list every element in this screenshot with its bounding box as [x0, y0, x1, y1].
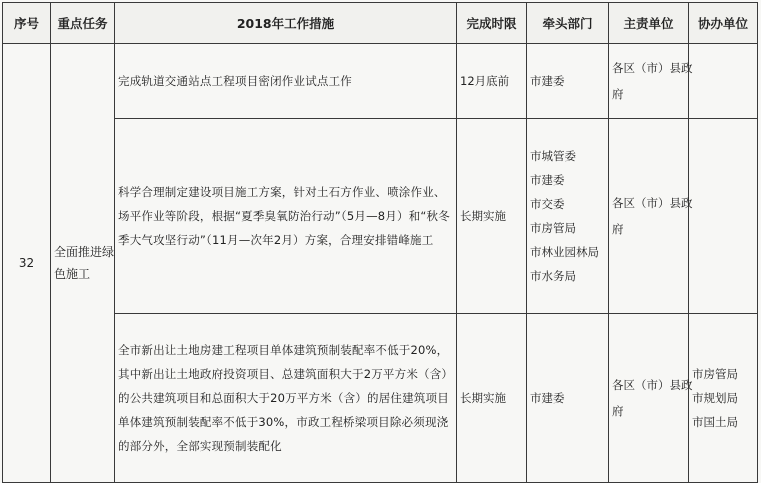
deadline-cell: 长期实施: [457, 119, 527, 314]
lead-dept-cell: [527, 44, 609, 119]
measure-cell: [115, 314, 457, 483]
measure-line: 其中新出让土地政府投资项目、总建筑面积大于2万平方米（含）: [118, 367, 454, 381]
measure-line: 单体建筑预制装配率不低于30%，市政工程桥梁项目除必须现浇: [118, 415, 449, 429]
lead-dept-line: 市建委: [530, 74, 565, 88]
measure-line: 的公共建筑项目和总面积大于20万平方米（含）的居住建筑项目: [118, 391, 449, 405]
lead-dept-line: 市林业园林局: [530, 245, 599, 259]
measure-cell: [115, 119, 457, 314]
header-deadline: 完成时限: [457, 3, 527, 44]
lead-dept-line: 市房管局: [530, 221, 576, 235]
deadline-cell: 12月底前: [457, 44, 527, 119]
key-task-cell: [51, 44, 115, 483]
measure-line: 全市新出让土地房建工程项目单体建筑预制装配率不低于20%，: [118, 343, 449, 357]
header-assisting: 协办单位: [689, 3, 758, 44]
responsible-cell: [609, 44, 693, 119]
measure-line: 场平作业等阶段，根据“夏季臭氧防治行动”（5月—8月）和“秋冬: [118, 209, 450, 223]
measure-cell: [115, 44, 457, 119]
table-row: [3, 119, 758, 314]
responsible-line: 府: [612, 87, 624, 101]
key-task-line: 全面推进绿: [54, 245, 115, 259]
lead-dept-cell: [527, 119, 609, 314]
deadline-cell: 长期实施: [457, 314, 527, 483]
header-index: 序号: [3, 3, 51, 44]
header-measures: 2018年工作措施: [115, 3, 457, 44]
assisting-line: 市国土局: [692, 415, 738, 429]
lead-dept-cell: [527, 314, 609, 483]
key-task-line: 色施工: [54, 267, 91, 281]
table-header-row: [3, 3, 758, 44]
responsible-cell: [609, 314, 693, 483]
lead-dept-line: 市城管委: [530, 149, 576, 163]
assisting-cell: [689, 314, 758, 483]
lead-dept-line: 市建委: [530, 173, 565, 187]
work-measures-table: [2, 2, 758, 483]
measure-line: 季大气攻坚行动”（11月—次年2月）方案，合理安排错峰施工: [118, 233, 434, 247]
header-responsible: 主责单位: [609, 3, 689, 44]
lead-dept-line: 市水务局: [530, 269, 576, 283]
lead-dept-line: 市建委: [530, 391, 565, 405]
table-row: [3, 44, 758, 119]
assisting-line: 市规划局: [692, 391, 738, 405]
responsible-cell: [609, 119, 693, 314]
measure-line: 完成轨道交通站点工程项目密闭作业试点工作: [118, 74, 352, 88]
responsible-line: 各区（市）县政: [612, 196, 693, 210]
row-index: 32: [3, 44, 51, 483]
measure-line: 的部分外，全部实现预制装配化: [118, 439, 282, 453]
table-row: [3, 314, 758, 483]
responsible-line: 各区（市）县政: [612, 61, 693, 75]
responsible-line: 各区（市）县政: [612, 378, 693, 392]
assisting-cell: [689, 119, 758, 314]
header-lead-dept: 牵头部门: [527, 3, 609, 44]
lead-dept-line: 市交委: [530, 197, 565, 211]
measure-line: 科学合理制定建设项目施工方案，针对土石方作业、喷涂作业、: [118, 185, 446, 199]
assisting-line: 市房管局: [692, 367, 738, 381]
assisting-cell: [689, 44, 758, 119]
responsible-line: 府: [612, 404, 624, 418]
responsible-line: 府: [612, 222, 624, 236]
header-key-task: 重点任务: [51, 3, 115, 44]
